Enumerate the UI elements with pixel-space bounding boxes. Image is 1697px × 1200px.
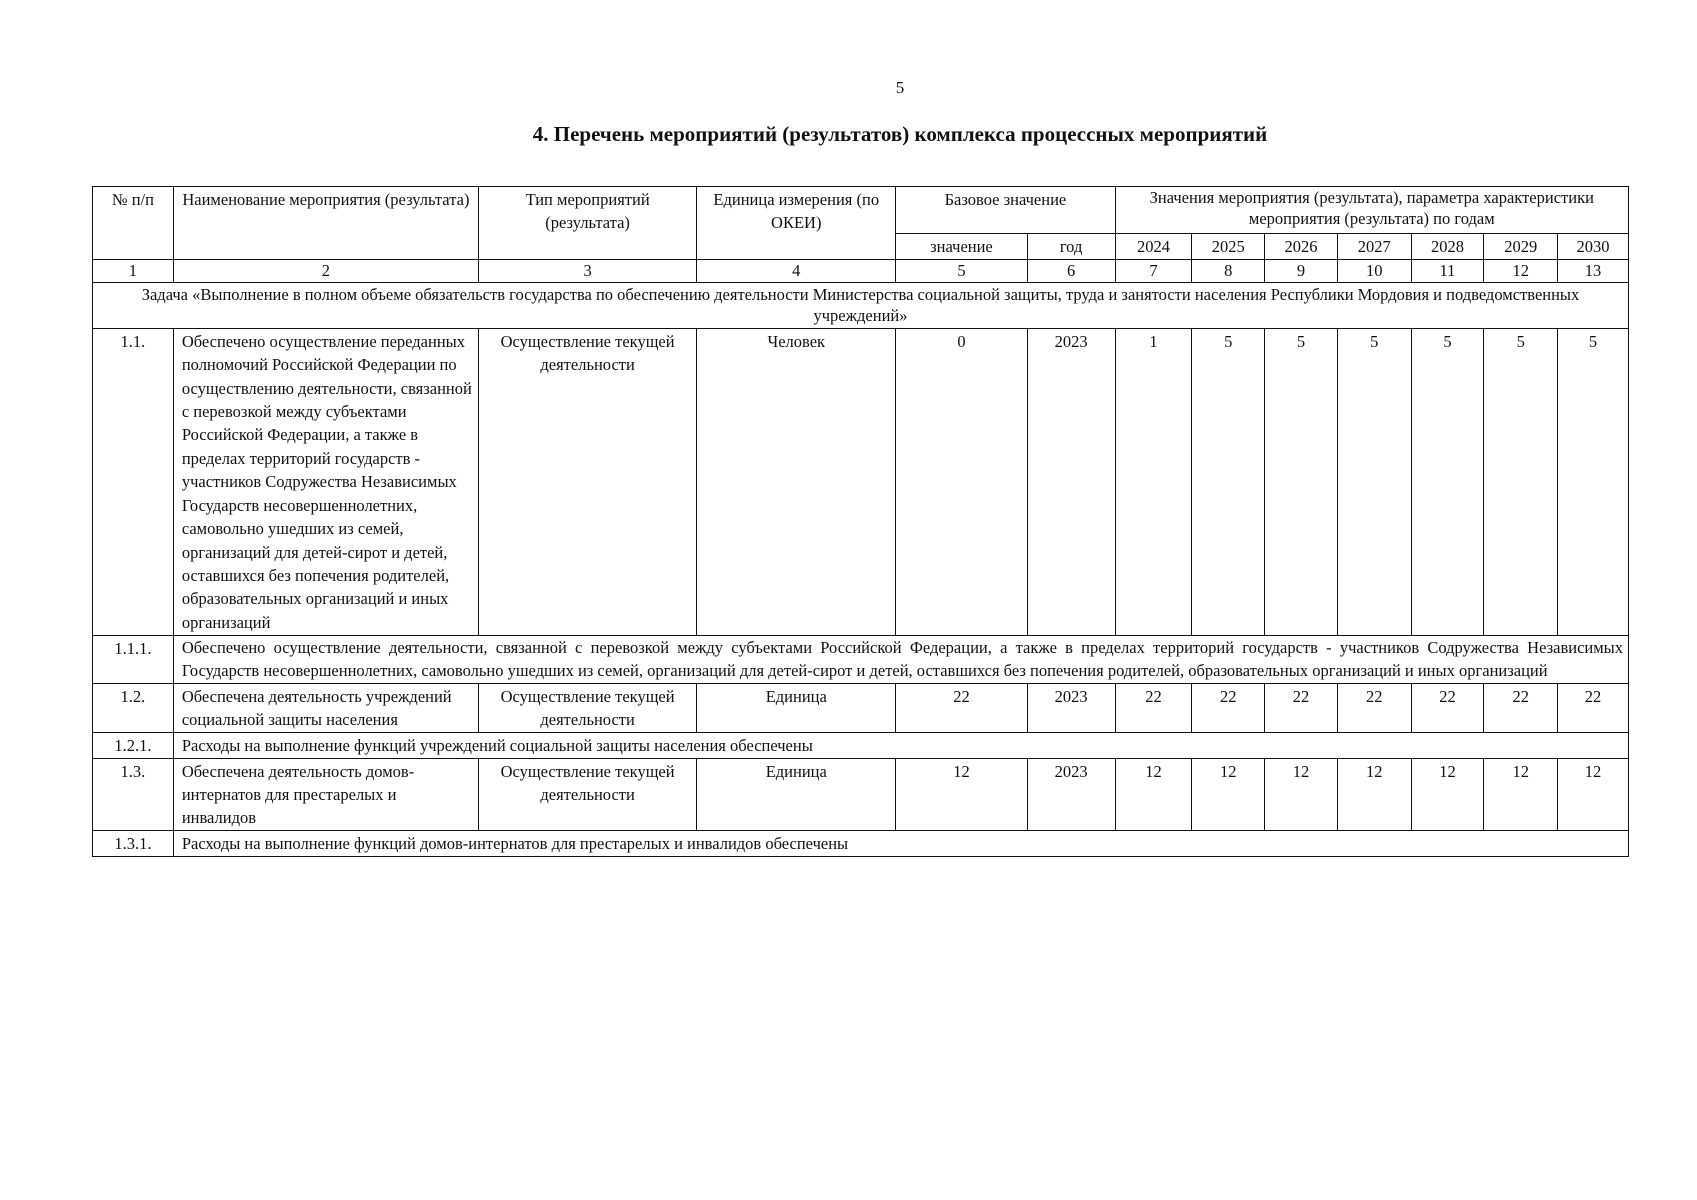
task-text: Задача «Выполнение в полном объеме обязательств государства по обеспечению деятельности Министерства социальной защиты, труда и занятости населения Республики Мордовия и подведомственных учреждений» <box>93 282 1629 328</box>
row-value: 22 <box>1115 683 1192 732</box>
header-base-value: значение <box>896 234 1027 260</box>
row-name: Обеспечена деятельность учреждений социальной защиты населения <box>173 683 478 732</box>
col-number: 3 <box>478 260 696 283</box>
header-year: 2027 <box>1337 234 1411 260</box>
header-num: № п/п <box>93 187 174 260</box>
row-result-text: Обеспечено осуществление деятельности, связанной с перевозкой между субъектами Российской Федерации, а также в пределах территорий государств - участников Содружества Независимых Государств несовершеннолетних, самовольно ушедших из семей, организаций для детей-сирот и детей, оставшихся без попечения родителей, образовательных организаций и иных организаций <box>173 636 1628 684</box>
row-base-year: 2023 <box>1027 759 1115 831</box>
header-year: 2029 <box>1484 234 1558 260</box>
row-base-value: 0 <box>896 328 1027 635</box>
row-num: 1.2.1. <box>93 732 174 758</box>
header-name: Наименование мероприятия (результата) <box>173 187 478 260</box>
header-base-year: год <box>1027 234 1115 260</box>
header-year: 2026 <box>1265 234 1338 260</box>
table-row <box>93 831 1629 857</box>
header-year: 2028 <box>1411 234 1484 260</box>
col-number: 9 <box>1265 260 1338 283</box>
header-year: 2024 <box>1115 234 1192 260</box>
row-value: 1 <box>1115 328 1192 635</box>
row-name: Обеспечено осуществление переданных полномочий Российской Федерации по осуществлению деятельности, связанной с перевозкой между субъектами Российской Федерации, а также в пределах территорий государств - участников Содружества Независимых Государств несовершеннолетних, самовольно ушедших из семей, организаций для детей-сирот и детей, оставшихся без попечения родителей, образовательных организаций и иных организаций <box>173 328 478 635</box>
table-row <box>93 683 1629 732</box>
row-value: 5 <box>1265 328 1338 635</box>
task-row <box>93 282 1629 328</box>
header-row-1 <box>93 187 1629 234</box>
col-number: 1 <box>93 260 174 283</box>
row-num: 1.1. <box>93 328 174 635</box>
row-value: 12 <box>1337 759 1411 831</box>
row-value: 5 <box>1192 328 1265 635</box>
header-unit: Единица измерения (по ОКЕИ) <box>697 187 896 260</box>
col-number: 8 <box>1192 260 1265 283</box>
row-value: 22 <box>1337 683 1411 732</box>
row-unit: Человек <box>697 328 896 635</box>
row-base-year: 2023 <box>1027 328 1115 635</box>
row-value: 22 <box>1192 683 1265 732</box>
header-year: 2025 <box>1192 234 1265 260</box>
row-value: 12 <box>1484 759 1558 831</box>
col-number: 2 <box>173 260 478 283</box>
row-value: 22 <box>1484 683 1558 732</box>
document-title: 4. Перечень мероприятий (результатов) комплекса процессных мероприятий <box>532 122 1268 146</box>
row-result-text: Расходы на выполнение функций домов-интернатов для престарелых и инвалидов обеспечены <box>173 831 1628 857</box>
row-unit: Единица <box>697 759 896 831</box>
header-base: Базовое значение <box>896 187 1115 234</box>
measures-table <box>92 186 1629 857</box>
row-value: 22 <box>1558 683 1629 732</box>
row-value: 12 <box>1192 759 1265 831</box>
row-value: 5 <box>1558 328 1629 635</box>
row-type: Осуществление текущей деятельности <box>478 759 696 831</box>
table-row <box>93 328 1629 635</box>
table-row <box>93 759 1629 831</box>
row-value: 12 <box>1115 759 1192 831</box>
row-base-year: 2023 <box>1027 683 1115 732</box>
header-type: Тип мероприятий (результата) <box>478 187 696 260</box>
row-type: Осуществление текущей деятельности <box>478 683 696 732</box>
header-values-group: Значения мероприятия (результата), параметра характеристики мероприятия (результата) по годам <box>1115 187 1628 234</box>
row-value: 5 <box>1484 328 1558 635</box>
row-base-value: 22 <box>896 683 1027 732</box>
col-number: 6 <box>1027 260 1115 283</box>
row-unit: Единица <box>697 683 896 732</box>
col-number: 5 <box>896 260 1027 283</box>
col-number: 12 <box>1484 260 1558 283</box>
row-base-value: 12 <box>896 759 1027 831</box>
row-num: 1.1.1. <box>93 636 174 684</box>
table-row <box>93 636 1629 684</box>
row-value: 12 <box>1558 759 1629 831</box>
column-numbers-row <box>93 260 1629 283</box>
header-year: 2030 <box>1558 234 1629 260</box>
row-value: 5 <box>1411 328 1484 635</box>
row-value: 12 <box>1411 759 1484 831</box>
row-name: Обеспечена деятельность домов-интернатов для престарелых и инвалидов <box>173 759 478 831</box>
col-number: 4 <box>697 260 896 283</box>
row-num: 1.2. <box>93 683 174 732</box>
row-num: 1.3. <box>93 759 174 831</box>
table-row <box>93 732 1629 758</box>
col-number: 11 <box>1411 260 1484 283</box>
row-result-text: Расходы на выполнение функций учреждений социальной защиты населения обеспечены <box>173 732 1628 758</box>
row-value: 5 <box>1337 328 1411 635</box>
page-number: 5 <box>895 78 905 97</box>
row-value: 22 <box>1411 683 1484 732</box>
col-number: 13 <box>1558 260 1629 283</box>
col-number: 10 <box>1337 260 1411 283</box>
row-value: 12 <box>1265 759 1338 831</box>
row-value: 22 <box>1265 683 1338 732</box>
row-type: Осуществление текущей деятельности <box>478 328 696 635</box>
row-num: 1.3.1. <box>93 831 174 857</box>
col-number: 7 <box>1115 260 1192 283</box>
